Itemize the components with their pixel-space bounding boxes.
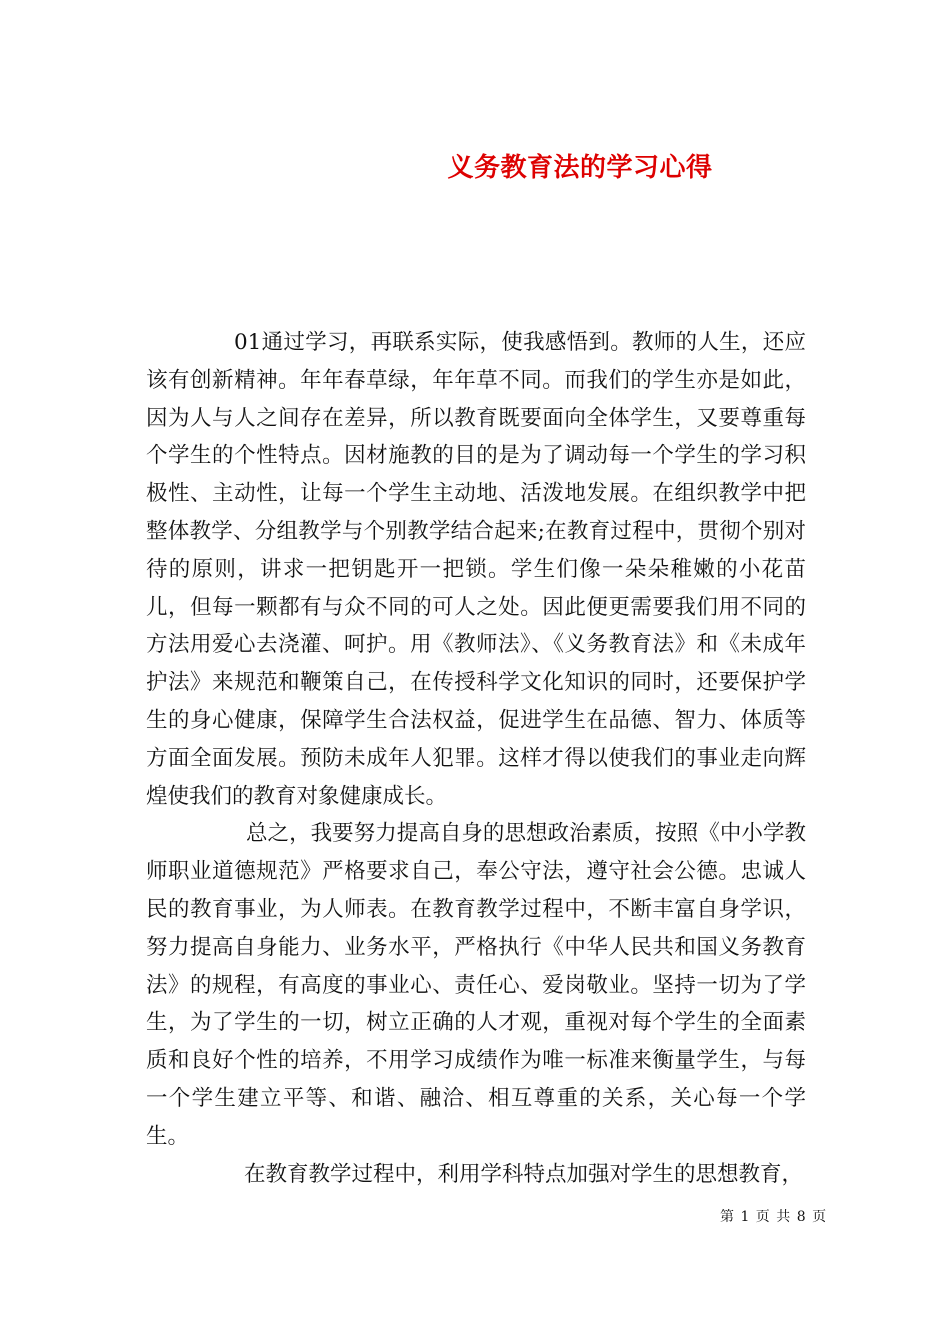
paragraph-3: 在教育教学过程中，利用学科特点加强对学生的思想教育， [244, 1161, 804, 1187]
document-body [146, 324, 806, 1193]
paragraph-1: 01通过学习，再联系实际，使我感悟到。教师的人生，还应该有创新精神。年年春草绿，年年草不同。而我们的学生亦是如此，因为人与人之间存在差异，所以教育既要面向全体学生，又要尊重每个学生的个性特点。因材施教的目的是为了调动每一个学生的学习积极性、主动性，让每一个学生主动地、活泼地发展。在组织教学中把整体教学、分组教学与个别教学结合起来;在教育过程中，贯彻个别对待的原则，讲求一把钥匙开一把锁。学生们像一朵朵稚嫩的小花苗儿，但每一颗都有与众不同的可人之处。因此便更需要我们用不同的方法用爱心去浇灌、呵护。用《教师法》、《义务教育法》和《未成年护法》来规范和鞭策自己，在传授科学文化知识的同时，还要保护学生的身心健康，保障学生合法权益，促进学生在品德、智力、体质等方面全面发展。预防未成年人犯罪。这样才得以使我们的事业走向辉煌使我们的教育对象健康成长。 [146, 330, 806, 809]
paragraph-2: 总之，我要努力提高自身的思想政治素质，按照《中小学教师职业道德规范》严格要求自己，奉公守法，遵守社会公德。忠诚人民的教育事业，为人师表。在教育教学过程中，不断丰富自身学识，努力提高自身能力、业务水平，严格执行《中华人民共和国义务教育法》的规程，有高度的事业心、责任心、爱岗敬业。坚持一切为了学生，为了学生的一切，树立正确的人才观，重视对每个学生的全面素质和良好个性的培养，不用学习成绩作为唯一标准来衡量学生，与每一个学生建立平等、和谐、融洽、相互尊重的关系，关心每一个学生。 [146, 821, 806, 1149]
document-title: 义务教育法的学习心得 [447, 153, 713, 184]
page-number: 第 1 页 共 8 页 [720, 1209, 828, 1225]
